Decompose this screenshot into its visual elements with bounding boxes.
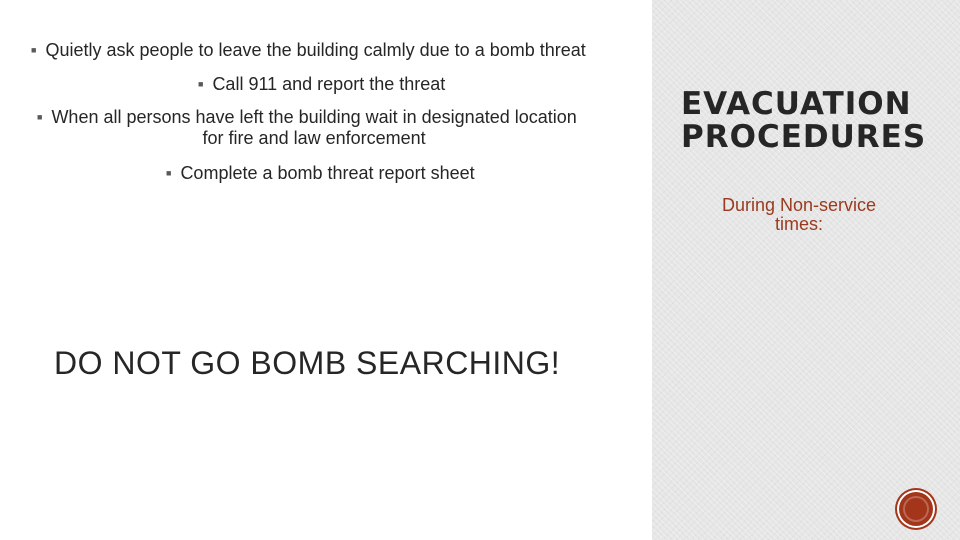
bullet-text: Complete a bomb threat report sheet bbox=[180, 163, 475, 183]
slide-title-line: PROCEDURES bbox=[681, 119, 927, 155]
circle-nav-icon[interactable] bbox=[899, 492, 933, 526]
subtitle-line: times: bbox=[774, 214, 823, 234]
bullet-text: Call 911 and report the threat bbox=[212, 74, 446, 94]
circle-ring bbox=[903, 496, 929, 522]
warning-text: DO NOT GO BOMB SEARCHING! bbox=[54, 345, 561, 381]
bullet-text: Quietly ask people to leave the building calmly due to a bomb threat bbox=[45, 40, 586, 60]
bullet-square-icon: ■ bbox=[198, 79, 204, 89]
slide-title-line: EVACUATION bbox=[681, 86, 912, 122]
slide-title bbox=[681, 88, 926, 154]
bullet-text-line: for fire and law enforcement bbox=[202, 128, 426, 148]
bullet-item bbox=[31, 40, 586, 61]
bullet-square-icon: ■ bbox=[37, 112, 43, 122]
bullet-square-icon: ■ bbox=[31, 45, 37, 55]
bullet-item bbox=[198, 74, 445, 95]
bullet-text bbox=[51, 107, 576, 149]
slide-subtitle bbox=[688, 196, 910, 234]
title-panel bbox=[652, 0, 960, 540]
bullet-item bbox=[37, 107, 577, 149]
bullet-text-line: When all persons have left the building wait in designated location bbox=[51, 107, 577, 127]
bullet-square-icon: ■ bbox=[166, 168, 172, 178]
bullet-item bbox=[166, 163, 475, 184]
subtitle-line: During Non-service bbox=[721, 195, 877, 215]
